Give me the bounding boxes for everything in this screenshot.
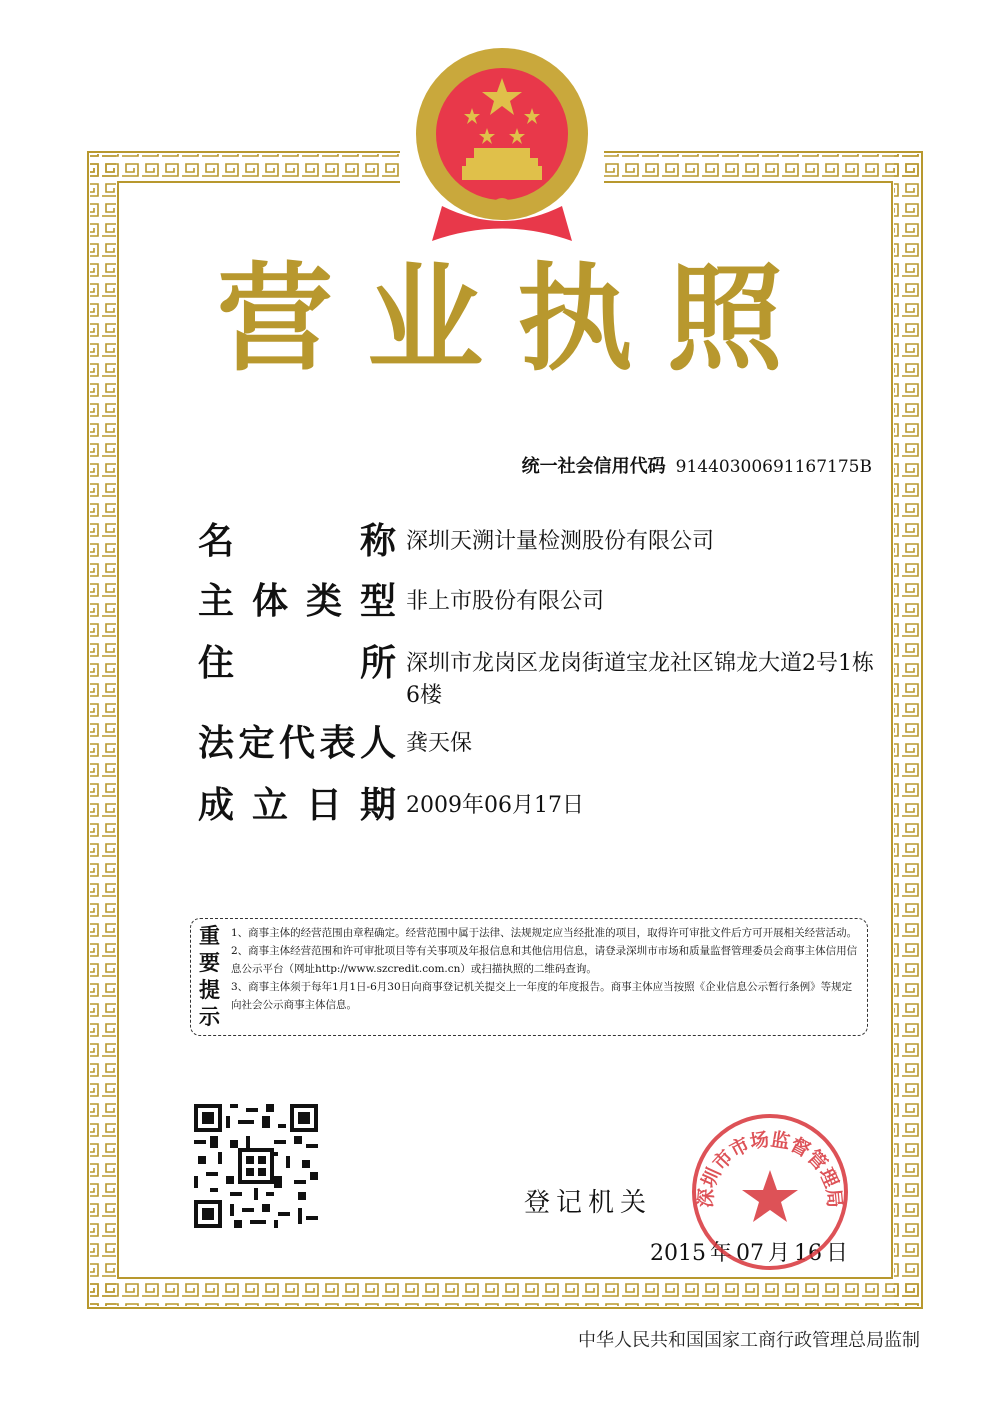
supervised-by-footer: 中华人民共和国国家工商行政管理总局监制 xyxy=(578,1330,920,1351)
qr-code[interactable] xyxy=(194,1104,318,1228)
notice-item: 2、商事主体经营范围和许可审批项目等有关事项及年报信息和其他信用信息，请登录深圳市市场和质量监督管理委员会商事主体信用信息公示平台（网址http://www.szcredit.com.cn）或扫描执照的二维码查询。 xyxy=(231,945,858,975)
field-label: 成 立 日 期 xyxy=(198,785,396,826)
notice-side-label: 重 要 提 示 xyxy=(199,924,220,1029)
field-value: 非上市股份有限公司 xyxy=(406,589,605,614)
national-emblem xyxy=(412,36,592,256)
issue-month: 07 xyxy=(736,1241,765,1266)
field-value: 2009年06月17日 xyxy=(406,793,584,818)
issue-year: 2015 xyxy=(650,1241,706,1266)
issue-day: 16 xyxy=(794,1241,823,1266)
notice-item: 3、商事主体须于每年1月1日-6月30日向商事登记机关提交上一年度的年度报告。商事主体应当按照《企业信息公示暂行条例》等规定向社会公示商事主体信息。 xyxy=(231,981,853,1011)
field-value: 深圳天溯计量检测股份有限公司 xyxy=(406,529,715,554)
field-value: 深圳市龙岗区龙岗街道宝龙社区锦龙大道2号1栋6楼 xyxy=(406,651,874,708)
field-label: 名 称 xyxy=(198,521,396,562)
field-label: 主 体 类 型 xyxy=(198,581,396,622)
document-title: 营业执照 xyxy=(217,252,817,387)
field-label: 住 所 xyxy=(198,643,396,684)
unified-social-credit-code xyxy=(522,452,872,478)
field-label: 法 定 代 表 人 xyxy=(198,723,396,764)
registration-authority-label: 登记机关 xyxy=(524,1188,653,1218)
notice-items xyxy=(231,924,859,1014)
important-notice xyxy=(190,918,868,1036)
notice-item: 1、商事主体的经营范围由章程确定。经营范围中属于法律、法规规定应当经批准的项目，取得许可审批文件后方可开展相关经营活动。 xyxy=(231,927,858,939)
uscc-value: 91440300691167175B xyxy=(675,457,872,477)
issue-date: 2015 年 07 月 16 日 xyxy=(650,1241,849,1266)
official-seal xyxy=(690,1112,850,1272)
field-value: 龚天保 xyxy=(406,731,473,756)
seal-text: 深圳市市场监督管理局 xyxy=(694,1128,846,1209)
uscc-label: 统一社会信用代码 xyxy=(521,456,666,477)
